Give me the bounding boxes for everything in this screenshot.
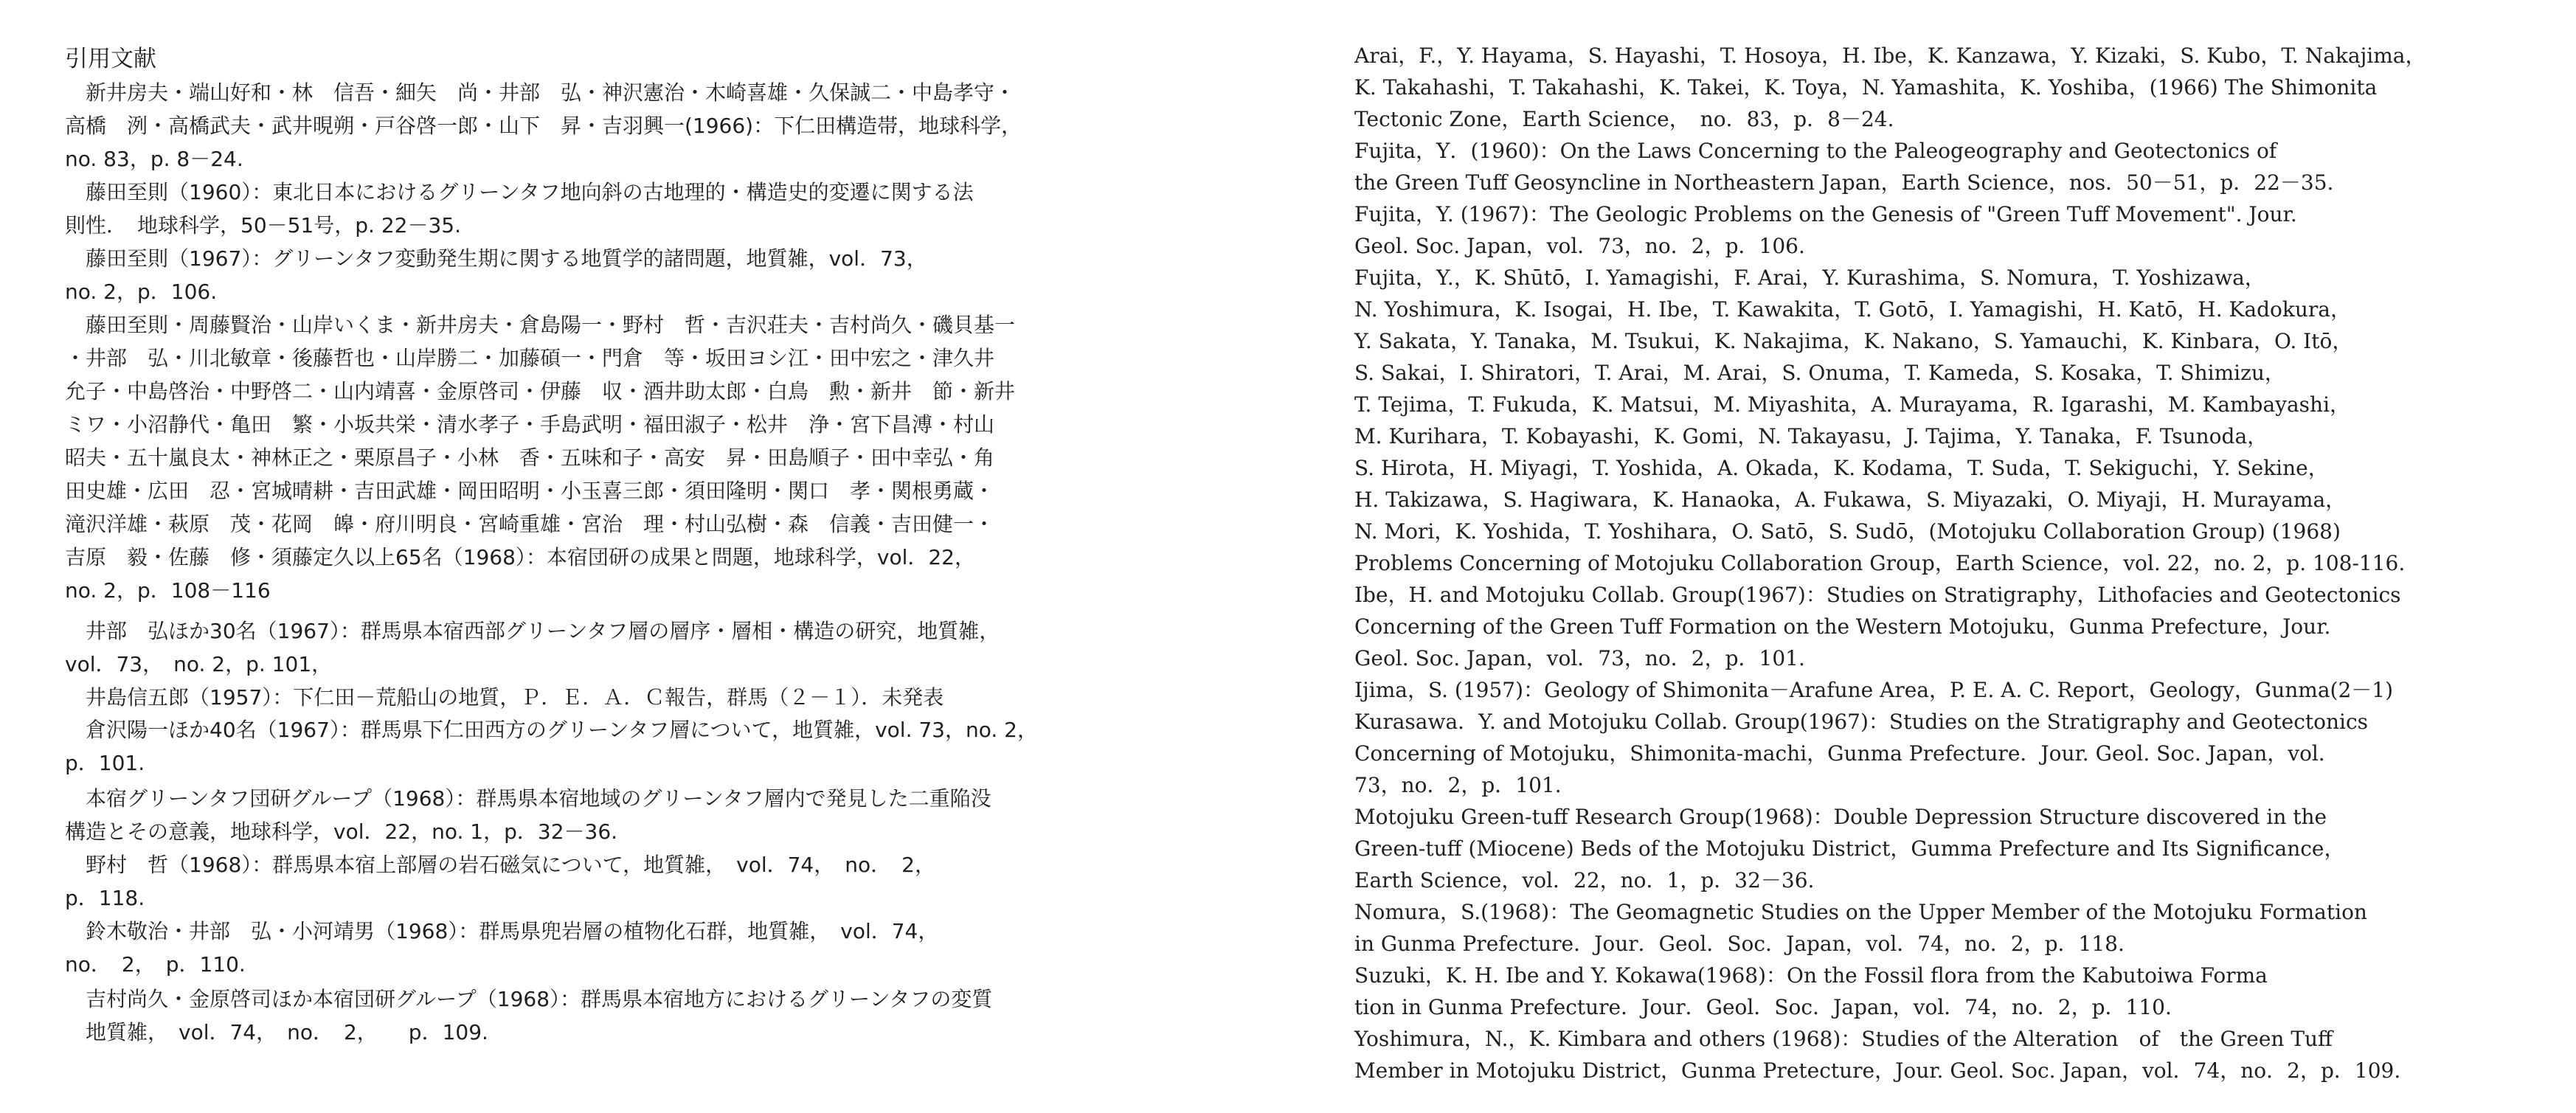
reference-line: 倉沢陽一ほか40名（1967）：群馬県下仁田西方のグリーンタフ層について，地質雑，vol. 73，no. 2， [65,718,1039,742]
reference-line: Fujita，Y. (1967)：The Geologic Problems on the Genesis of "Green Tuff Movement". Jour. [1354,202,2297,226]
reference-line: no. 2，p．106. [65,280,218,304]
reference-line: 井部 弘ほか30名（1967）：群馬県本宿西部グリーンタフ層の層序・層相・構造の研究，地質雑， [65,619,1000,643]
reference-line: Geol. Soc. Japan，vol．73，no．2，p．101. [1354,646,1805,670]
references-heading: 引用文献 [65,46,156,72]
reference-line: Ibe，H. and Motojuku Collab. Group(1967)：Studies on Stratigraphy，Lithofacies and Geotectonics [1354,583,2401,607]
reference-line: Nomura，S.(1968)：The Geomagnetic Studies on the Upper Member of the Motojuku Formation [1354,900,2367,924]
reference-line: Tectonic Zone，Earth Science， no．83，p．8－24. [1354,107,1894,131]
reference-line: S. Hirota，H. Miyagi，T. Yoshida，A. Okada，K. Kodama，T. Suda，T. Sekiguchi，Y. Sekine， [1354,456,2329,480]
reference-line: Concerning of Motojuku，Shimonita-machi，Gunma Prefecture．Jour. Geol. Soc. Japan，vol． [1354,741,2339,766]
reference-line: 藤田至則（1960）：東北日本におけるグリーンタフ地向斜の古地理的・構造史的変遷に関する法 [65,180,974,204]
reference-line: 田史雄・広田 忍・宮城晴耕・吉田武雄・岡田昭明・小玉喜三郎・須田隆明・関口 孝・関根勇蔵・ [65,479,995,503]
reference-line: 本宿グリーンタフ団研グループ（1968）：群馬県本宿地域のグリーンタフ層内で発見した二重陥没 [65,786,991,811]
reference-line: 藤田至則・周藤賢治・山岸いくま・新井房夫・倉島陽一・野村 哲・吉沢荘夫・吉村尚久・磯貝基一 [65,313,1016,337]
reference-line: Fujita，Y.，K. Shūtō，I. Yamagishi，F. Arai，Y. Kurashima，S. Nomura，T. Yoshizawa， [1354,266,2265,290]
reference-line: Y. Sakata，Y. Tanaka，M. Tsukui，K. Nakajima，K. Nakano，S. Yamauchi，K. Kinbara，O. Itō， [1354,329,2353,353]
reference-line: ・井部 弘・川北敏章・後藤哲也・山岸勝二・加藤碩一・門倉 等・坂田ヨシ江・田中宏之・津久井 [65,346,995,370]
reference-line: 則性． 地球科学，50－51号，p. 22－35. [65,213,461,237]
reference-line: 73，no．2，p．101. [1354,773,1562,797]
reference-line: p．118. [65,886,145,910]
reference-line: 高橋 洌・高橋武夫・武井晛朔・戸谷啓一郎・山下 昇・吉羽興一(1966)：下仁田構造帯，地球科学， [65,114,1022,138]
reference-line: 鈴木敬治・井部 弘・小河靖男（1968）：群馬県兜岩層の植物化石群，地質雑， vol．74， [65,919,939,943]
reference-line: N. Yoshimura，K. Isogai，H. Ibe，T. Kawakita，T. Gotō，I. Yamagishi，H. Katō，H. Kadokura， [1354,297,2351,322]
reference-line: no. 2，p．108－116 [65,578,271,603]
reference-line: the Green Tuff Geosyncline in Northeastern Japan，Earth Science，nos．50－51，p．22－35. [1354,170,2334,195]
reference-line: M. Kurihara，T. Kobayashi，K. Gomi，N. Takayasu，J. Tajima，Y. Tanaka，F. Tsunoda， [1354,424,2268,448]
reference-line: 井島信五郎（1957）：下仁田－荒船山の地質，Ｐ．Ｅ．Ａ．Ｃ報告，群馬（２－１）．未発表 [65,685,944,710]
reference-line: T. Tejima，T. Fukuda，K. Matsui，M. Miyashita，A. Murayama，R. Igarashi，M. Kambayashi， [1354,392,2351,417]
reference-line: in Gunma Prefecture．Jour．Geol．Soc．Japan，vol．74，no．2，p．118. [1354,932,2125,956]
reference-line: no. 83，p. 8－24. [65,147,243,171]
reference-line: Earth Science，vol．22，no．1，p．32－36. [1354,868,1815,892]
reference-line: tion in Gunma Prefecture．Jour．Geol．Soc．Japan，vol．74，no．2，p．110. [1354,995,2172,1019]
reference-line: 昭夫・五十嵐良太・神林正之・栗原昌子・小林 香・五味和子・高安 昇・田島順子・田中幸弘・角 [65,445,995,470]
reference-line: Member in Motojuku District，Gunma Pretecture，Jour. Geol. Soc. Japan，vol．74，no．2，p．109. [1354,1058,2401,1083]
reference-line: Concerning of the Green Tuff Formation on the Western Motojuku，Gunma Prefecture，Jour. [1354,614,2331,639]
reference-line: Ijima，S. (1957)：Geology of Shimonita－Arafune Area，P. E. A. C. Report，Geology，Gunma(2－1) [1354,678,2394,702]
reference-line: 藤田至則（1967）：グリーンタフ変動発生期に関する地質学的諸問題，地質雑，vol．73， [65,246,927,271]
reference-line: Suzuki，K. H. Ibe and Y. Kokawa(1968)：On the Fossil flora from the Kabutoiwa Forma [1354,963,2268,988]
reference-line: p．101. [65,751,145,775]
reference-line: 吉村尚久・金原啓司ほか本宿団研グループ（1968）：群馬県本宿地方におけるグリーンタフの変質 [65,987,993,1011]
reference-line: Green-tuff (Miocene) Beds of the Motojuku District，Gumma Prefecture and Its Significance， [1354,836,2345,861]
reference-line: 允子・中島啓治・中野啓二・山内靖喜・金原啓司・伊藤 収・酒井助太郎・白鳥 勲・新井 節・新井 [65,379,1016,403]
reference-line: Fujita，Y．(1960)：On the Laws Concerning to the Paleogeography and Geotectonics of [1354,139,2277,163]
reference-line: 構造とその意義，地球科学，vol．22，no. 1，p．32－36. [65,819,618,844]
reference-line: K. Takahashi，T. Takahashi，K. Takei，K. Toya，N. Yamashita，K. Yoshiba，(1966) The Shimonita [1354,75,2378,100]
reference-line: vol．73， no. 2，p. 101， [65,652,333,676]
reference-line: Kurasawa．Y. and Motojuku Collab. Group(1967)：Studies on the Stratigraphy and Geotectonics [1354,710,2369,734]
reference-line: Yoshimura，N.，K. Kimbara and others (1968)：Studies of the Alteration of the Green Tuff [1354,1027,2333,1051]
reference-line: ミワ・小沼静代・亀田 繁・小坂共栄・清水孝子・手島武明・福田淑子・松井 浄・宮下昌溥・村山 [65,412,995,437]
reference-line: 地質雑， vol．74， no． 2， p．109. [65,1020,488,1044]
reference-line: Arai，F.，Y. Hayama，S. Hayashi，T. Hosoya，H. Ibe，K. Kanzawa，Y. Kizaki，S. Kubo，T. Nakajima， [1354,44,2426,68]
reference-line: Geol. Soc. Japan，vol．73，no．2，p．106. [1354,234,1805,258]
reference-line: 吉原 毅・佐藤 修・須藤定久以上65名（1968）：本宿団研の成果と問題，地球科学，vol．22， [65,545,976,569]
reference-line: 野村 哲（1968）：群馬県本宿上部層の岩石磁気について，地質雑， vol．74， no． 2， [65,853,935,877]
reference-line: Motojuku Green-tuff Research Group(1968)：Double Depression Structure discovered in the [1354,805,2327,829]
reference-line: 新井房夫・端山好和・林 信吾・細矢 尚・井部 弘・神沢憲治・木崎喜雄・久保誠二・中島孝守・ [65,80,1016,105]
reference-line: 滝沢洋雄・萩原 茂・花岡 皞・府川明良・宮崎重雄・宮治 理・村山弘樹・森 信義・吉田健一・ [65,512,995,536]
reference-line: N. Mori，K. Yoshida，T. Yoshihara，O. Satō，S. Sudō，(Motojuku Collaboration Group) (1968) [1354,519,2341,544]
reference-line: no． 2， p．110. [65,952,246,977]
reference-line: S. Sakai，I. Shiratori，T. Arai，M. Arai，S. Onuma，T. Kameda，S. Kosaka，T. Shimizu， [1354,361,2285,385]
reference-line: Problems Concerning of Motojuku Collaboration Group，Earth Science，vol. 22，no. 2，p. 108-116. [1354,551,2406,575]
reference-line: H. Takizawa，S. Hagiwara，K. Hanaoka，A. Fukawa，S. Miyazaki，O. Miyaji，H. Murayama， [1354,488,2347,512]
